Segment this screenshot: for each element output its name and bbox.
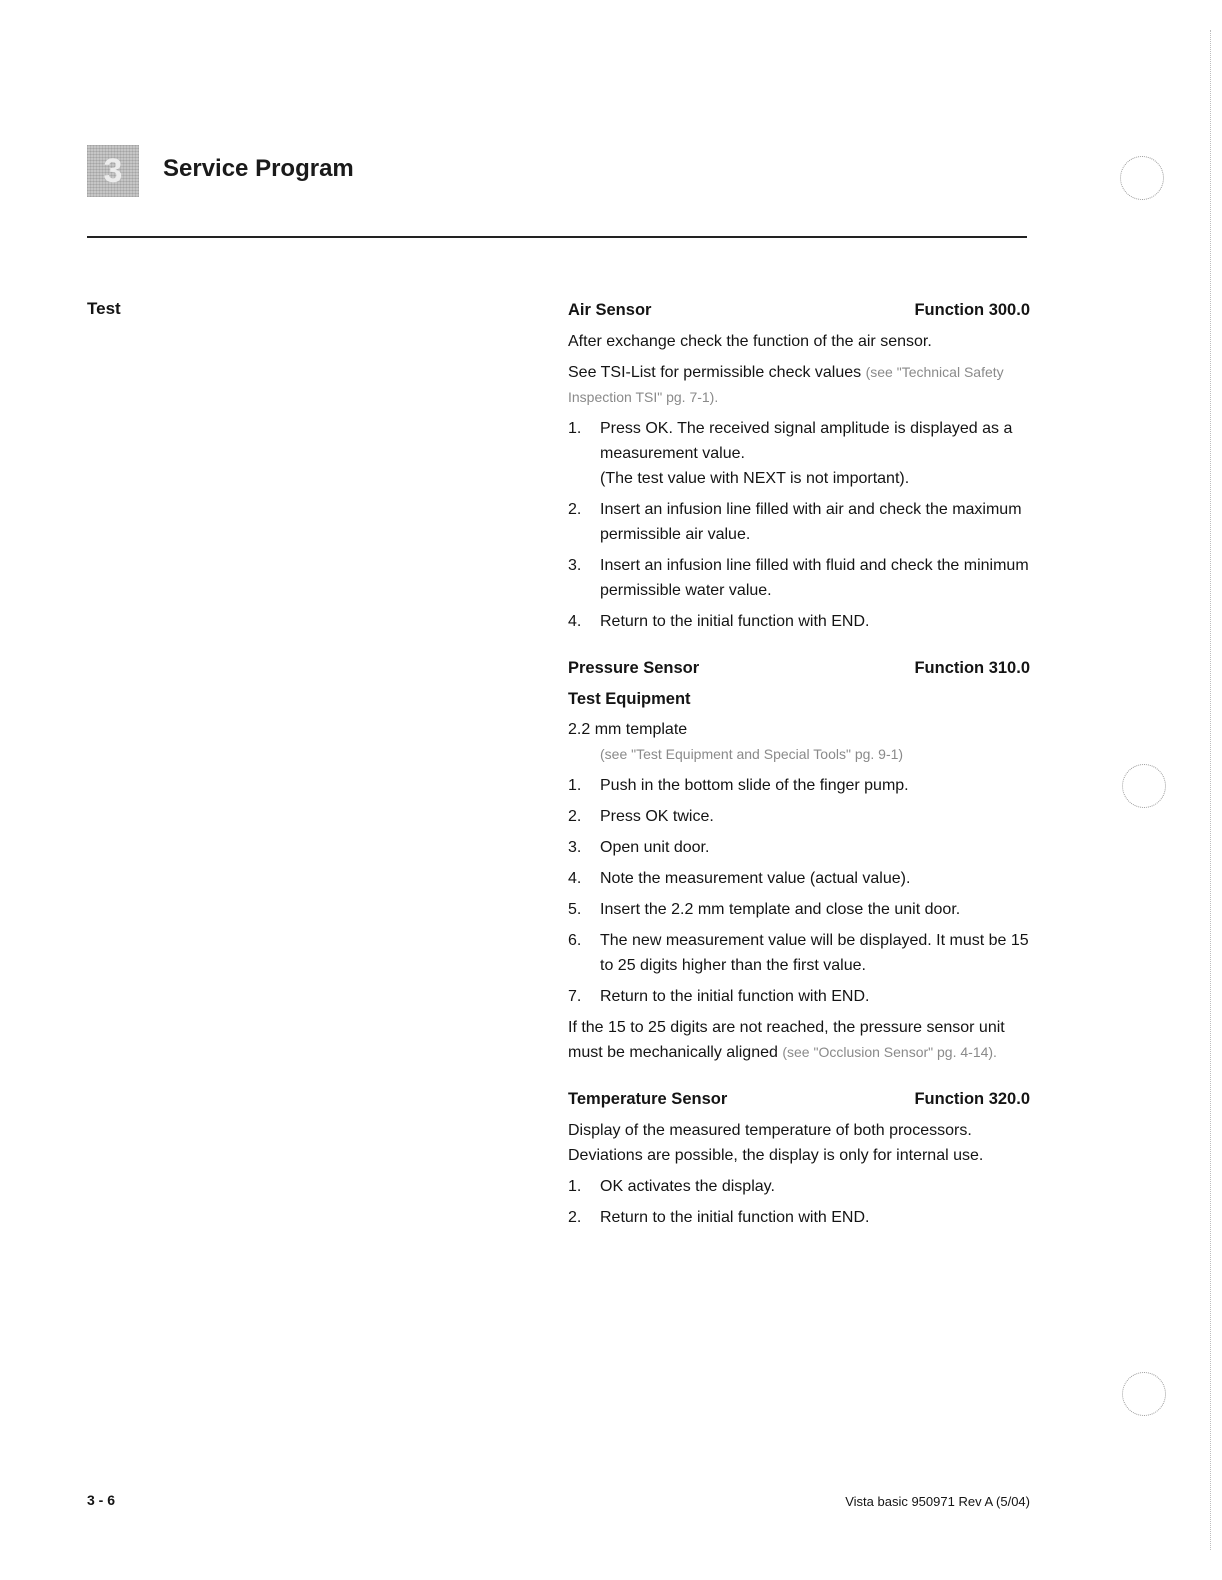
binder-hole-top (1120, 156, 1164, 200)
list-item (568, 984, 1030, 1009)
list-item (568, 497, 1030, 547)
step-number: 3. (568, 839, 582, 856)
step-text: Insert an infusion line filled with fluid and check the minimum permissible water value. (600, 557, 1029, 599)
pressure-sensor-note (568, 1015, 1030, 1065)
step-number: 4. (568, 613, 582, 630)
list-item (568, 1205, 1030, 1230)
list-item (568, 609, 1030, 634)
step-number: 7. (568, 988, 582, 1005)
temperature-sensor-heading (568, 1087, 1030, 1112)
list-item (568, 1174, 1030, 1199)
chapter-number-badge: 3 (87, 145, 139, 197)
list-item (568, 804, 1030, 829)
air-sensor-title: Air Sensor (568, 301, 652, 319)
step-text: Press OK twice. (600, 808, 714, 825)
occlusion-sensor-cross-reference-link[interactable]: (see "Occlusion Sensor" pg. 4-14). (782, 1044, 997, 1060)
temperature-sensor-intro: Display of the measured temperature of both processors. Deviations are possible, the display is only for internal use. (568, 1122, 984, 1164)
air-sensor-intro: After exchange check the function of the air sensor. (568, 333, 932, 350)
binder-hole-middle (1122, 764, 1166, 808)
air-sensor-tsi-paragraph (568, 360, 1030, 410)
step-text: Return to the initial function with END. (600, 1209, 870, 1226)
temperature-sensor-steps (568, 1174, 1030, 1230)
step-number: 5. (568, 901, 582, 918)
step-number: 1. (568, 420, 582, 437)
pressure-sensor-title: Pressure Sensor (568, 659, 700, 677)
step-number: 2. (568, 1209, 582, 1226)
step-text: Open unit door. (600, 839, 710, 856)
step-number: 4. (568, 870, 582, 887)
test-equipment-item: 2.2 mm template (568, 721, 688, 738)
step-number: 3. (568, 557, 582, 574)
list-item (568, 866, 1030, 891)
step-number: 6. (568, 932, 582, 949)
step-note: (The test value with NEXT is not important). (600, 470, 910, 487)
temperature-sensor-function: Function 320.0 (914, 1090, 1030, 1108)
air-sensor-tsi-text: See TSI-List for permissible check values (568, 364, 862, 381)
binder-hole-bottom (1122, 1372, 1166, 1416)
test-equipment-heading: Test Equipment (568, 690, 691, 708)
step-text: Press OK. The received signal amplitude is displayed as a measurement value. (600, 420, 1013, 462)
step-text: Return to the initial function with END. (600, 988, 870, 1005)
list-item (568, 773, 1030, 798)
page-edge-line (1210, 30, 1211, 1550)
document-id: Vista basic 950971 Rev A (5/04) (845, 1494, 1030, 1509)
air-sensor-steps (568, 416, 1030, 634)
list-item (568, 928, 1030, 978)
step-number: 2. (568, 501, 582, 518)
step-text: The new measurement value will be displayed. It must be 15 to 25 digits higher than the first value. (600, 932, 1029, 974)
step-text: Return to the initial function with END. (600, 613, 870, 630)
list-item (568, 416, 1030, 491)
pressure-sensor-steps (568, 773, 1030, 1009)
air-sensor-function: Function 300.0 (914, 301, 1030, 319)
step-text: Note the measurement value (actual value). (600, 870, 911, 887)
page-number: 3 - 6 (87, 1492, 116, 1508)
step-number: 1. (568, 1178, 582, 1195)
step-text: Insert the 2.2 mm template and close the unit door. (600, 901, 961, 918)
step-text: OK activates the display. (600, 1178, 775, 1195)
pressure-sensor-function: Function 310.0 (914, 659, 1030, 677)
air-sensor-heading (568, 298, 1030, 323)
side-label-test: Test (87, 299, 121, 318)
test-equipment-cross-reference-link[interactable]: (see "Test Equipment and Special Tools" pg. 9-1) (600, 746, 904, 762)
step-text: Push in the bottom slide of the finger pump. (600, 777, 909, 794)
pressure-sensor-note-text: If the 15 to 25 digits are not reached, the pressure sensor unit must be mechanically aligned (568, 1019, 1005, 1061)
list-item (568, 553, 1030, 603)
header-divider (87, 236, 1027, 238)
main-content (568, 298, 1030, 1236)
list-item (568, 835, 1030, 860)
temperature-sensor-title: Temperature Sensor (568, 1090, 728, 1108)
pressure-sensor-heading (568, 656, 1030, 681)
list-item (568, 897, 1030, 922)
step-number: 2. (568, 808, 582, 825)
step-number: 1. (568, 777, 582, 794)
tsi-cross-reference-link[interactable]: (see "Technical Safety Inspection TSI" pg. 7-1). (568, 364, 1004, 405)
page-title: Service Program (163, 155, 354, 182)
step-text: Insert an infusion line filled with air and check the maximum permissible air value. (600, 501, 1022, 543)
